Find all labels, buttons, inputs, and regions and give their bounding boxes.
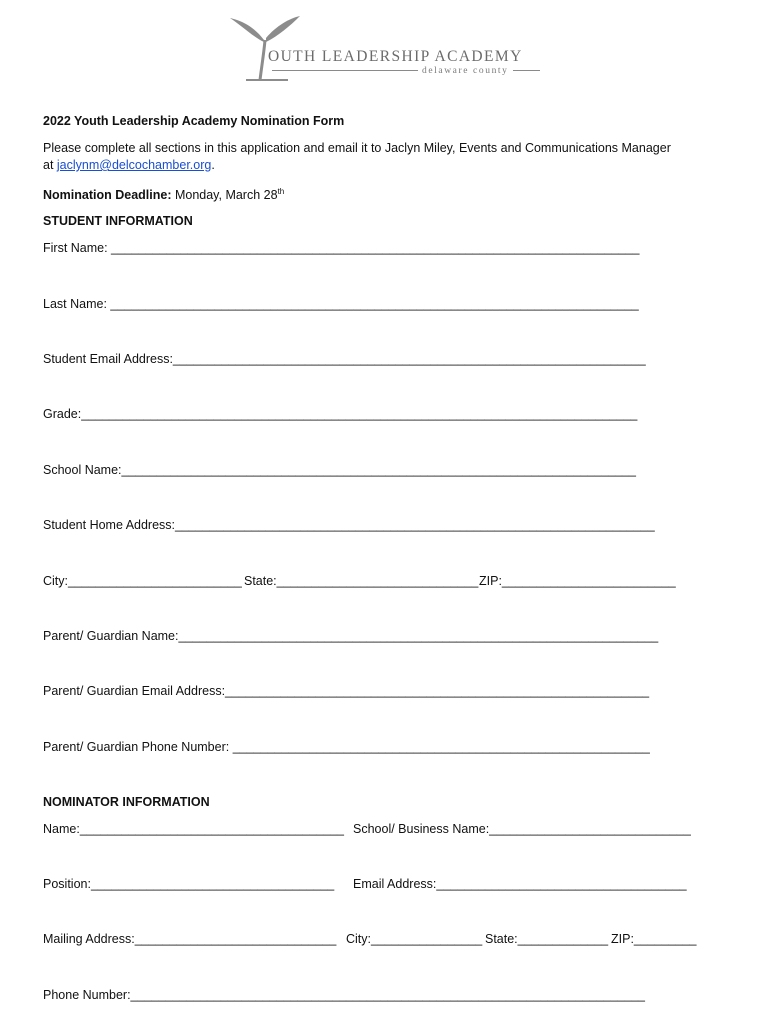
intro-at: at — [43, 158, 57, 172]
student-zip-field[interactable]: ZIP:_________________________ — [479, 574, 676, 588]
nominator-state-field[interactable]: State:_____________ — [485, 932, 609, 946]
academy-logo — [228, 12, 548, 84]
last-name-field[interactable]: Last Name: ____________________________________________________________________________ — [43, 297, 639, 311]
deadline-suffix: th — [277, 187, 285, 196]
contact-email-link[interactable]: jaclynm@delcochamber.org — [56, 158, 212, 172]
grade-field[interactable]: Grade:________________________________________________________________________________ — [43, 407, 638, 421]
nominator-email-field[interactable]: Email Address:____________________________________ — [353, 877, 687, 891]
student-section-heading: STUDENT INFORMATION — [43, 214, 193, 228]
school-business-name-field[interactable]: School/ Business Name:_____________________________ — [353, 822, 691, 836]
logo-subtitle: delaware county — [418, 66, 513, 76]
guardian-name-field[interactable]: Parent/ Guardian Name:_____________________________________________________________________ — [43, 629, 659, 643]
mailing-address-field[interactable]: Mailing Address:_____________________________ — [43, 932, 337, 946]
guardian-email-field[interactable]: Parent/ Guardian Email Address:_____________________________________________________________ — [43, 684, 650, 698]
guardian-phone-field[interactable]: Parent/ Guardian Phone Number: ____________________________________________________________ — [43, 740, 650, 754]
nomination-deadline — [43, 187, 284, 202]
form-title: 2022 Youth Leadership Academy Nomination Form — [43, 114, 345, 128]
student-state-field[interactable]: State:_____________________________ — [244, 574, 479, 588]
nominator-section-heading: NOMINATOR INFORMATION — [43, 795, 210, 809]
phone-number-field[interactable]: Phone Number:__________________________________________________________________________ — [43, 988, 645, 1002]
deadline-label: Nomination Deadline: — [43, 188, 172, 203]
nominator-name-field[interactable]: Name:______________________________________ — [43, 822, 344, 836]
position-field[interactable]: Position:___________________________________ — [43, 877, 335, 891]
nominator-zip-field[interactable]: ZIP:_________ — [611, 932, 697, 946]
intro-line-1: Please complete all sections in this application and email it to Jaclyn Miley, Events and Communications Manager — [43, 141, 671, 155]
student-email-field[interactable]: Student Email Address:____________________________________________________________________ — [43, 352, 646, 366]
first-name-field[interactable]: First Name: ____________________________________________________________________________ — [43, 241, 640, 255]
logo-title: OUTH LEADERSHIP ACADEMY — [268, 48, 523, 65]
intro-line-2 — [43, 158, 215, 172]
home-address-field[interactable]: Student Home Address:_____________________________________________________________________ — [43, 518, 655, 532]
nominator-city-field[interactable]: City:________________ — [346, 932, 483, 946]
deadline-value: Monday, March 28 — [171, 188, 278, 203]
intro-period: . — [211, 158, 215, 172]
school-name-field[interactable]: School Name:__________________________________________________________________________ — [43, 463, 636, 477]
student-city-field[interactable]: City:_________________________ — [43, 574, 242, 588]
